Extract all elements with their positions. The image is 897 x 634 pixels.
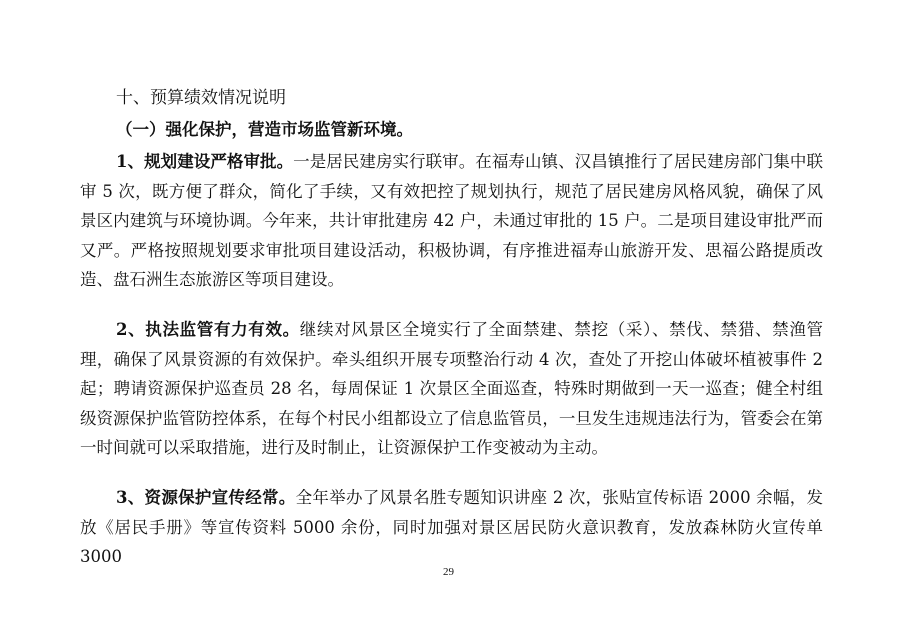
section-heading: 十、预算绩效情况说明 [116, 88, 286, 108]
paragraph-body: 一是居民建房实行联审。在福寿山镇、汉昌镇推行了居民建房部门集中联审 5 次，既方便了群众，简化了手续，又有效把控了规划执行，规范了居民建房风格风貌，确保了风景区内建筑与环境协调。今年来，共计审批建房 42 户，未通过审批的 15 户。二是项目建设审批严而又严。严格按照规划要求审批项目建设活动，积极协调，有序推进福寿山旅游开发、思福公路提质改造、盘石洲生态旅游区等项目建设。 [80, 152, 823, 289]
paragraph-lead: 1、规划建设严格审批。 [116, 152, 294, 171]
paragraph-body: 继续对风景区全境实行了全面禁建、禁挖（采）、禁伐、禁猎、禁渔管理，确保了风景资源的有效保护。牵头组织开展专项整治行动 4 次，查处了开挖山体破坏植被事件 2 起；聘请资源保护巡查员 28 名，每周保证 1 次景区全面巡查，特殊时期做到一天一巡查；健全村组级资源保护监管防控体系，在每个村民小组都设立了信息监管员，一旦发生违规违法行为，管委会在第一时间就可以采取措施，进行及时制止，让资源保护工作变被动为主动。 [80, 320, 823, 457]
paragraph-publicity [80, 483, 823, 572]
paragraph-lead: 3、资源保护宣传经常。 [116, 488, 296, 507]
paragraph-lead: 2、执法监管有力有效。 [116, 320, 300, 339]
paragraph-enforcement [80, 315, 823, 463]
subsection-heading: （一）强化保护，营造市场监管新环境。 [116, 120, 413, 139]
page-number: 29 [443, 566, 454, 578]
paragraph-planning-approval [80, 147, 823, 295]
paragraph-body: 全年举办了风景名胜专题知识讲座 2 次，张贴宣传标语 2000 余幅，发放《居民手册》等宣传资料 5000 余份，同时加强对景区居民防火意识教育，发放森林防火宣传单 3000 [80, 488, 824, 566]
